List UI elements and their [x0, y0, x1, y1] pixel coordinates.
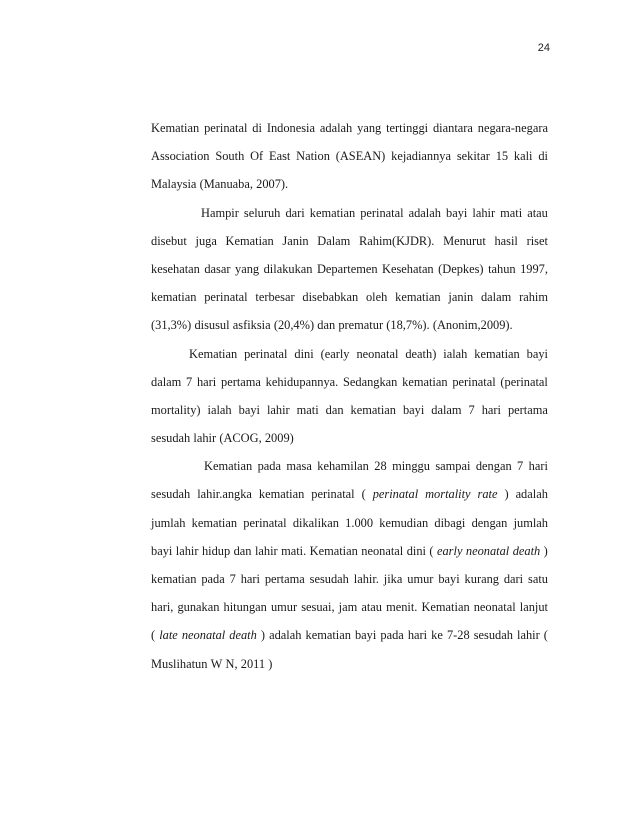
word: rahim: [519, 290, 548, 305]
word: yang: [357, 121, 382, 135]
word: perinatal: [311, 487, 355, 502]
word: East: [269, 149, 291, 164]
word: (: [543, 628, 548, 643]
text-line: [151, 537, 548, 565]
word: Menurut: [443, 233, 486, 248]
word: Kematian: [421, 600, 470, 615]
word: N,: [225, 656, 238, 671]
word: perinatal: [244, 346, 288, 361]
word: Muslihatun: [151, 656, 208, 671]
word: jumlah: [513, 515, 548, 530]
word: sesudah: [151, 431, 191, 446]
word: 7: [186, 374, 193, 389]
word: hitungan: [223, 600, 267, 615]
word: hari: [240, 572, 260, 586]
word: kematian: [151, 572, 197, 586]
word: (: [429, 543, 434, 558]
word: 2007).: [256, 177, 289, 192]
word: mortality: [425, 487, 471, 502]
word: Kematian: [204, 459, 253, 474]
word: jumlah: [151, 515, 186, 530]
word: 1997,: [520, 261, 548, 276]
text-line: [151, 311, 548, 339]
word: disusul: [194, 318, 230, 333]
word: atau: [527, 205, 548, 220]
word: death): [405, 346, 437, 361]
text-line: [151, 650, 548, 678]
word: diantara: [432, 121, 473, 135]
word: kesehatan: [151, 261, 200, 276]
word: prematur: [338, 318, 384, 333]
word: kehidupannya.: [265, 374, 339, 389]
word: 7: [517, 459, 524, 474]
word: (perinatal: [500, 374, 548, 389]
word: disebut: [151, 233, 187, 248]
word: pertama: [264, 572, 305, 586]
word: sekitar: [456, 149, 490, 164]
word: dan: [233, 543, 252, 558]
word: Hampir: [201, 205, 239, 220]
word: kematian: [350, 402, 396, 417]
word: (Anonim,2009).: [432, 318, 513, 333]
word: lahir: [175, 543, 199, 558]
word: masa: [286, 459, 312, 474]
word: (Manuaba,: [199, 177, 253, 192]
word: Kematian: [151, 121, 200, 135]
word: 28: [374, 459, 387, 474]
word: 7-28: [446, 628, 470, 643]
word: minggu: [392, 459, 430, 474]
word: Kematian: [309, 543, 358, 558]
word: mati.: [281, 543, 307, 558]
word: lahir: [472, 205, 496, 220]
word: kematian: [309, 205, 356, 220]
word: di: [538, 149, 548, 164]
word: perinatal: [360, 205, 404, 220]
word: Kematian: [225, 233, 274, 248]
word: pada: [201, 572, 225, 586]
word: dari: [285, 205, 305, 220]
text-line: [151, 368, 548, 396]
word: kematian: [305, 628, 351, 643]
word: lahir: [193, 431, 217, 446]
word: kurang: [464, 572, 499, 586]
word: dan: [317, 318, 336, 333]
word: di: [252, 121, 262, 135]
word: jam: [338, 600, 358, 615]
word: tahun: [488, 261, 516, 276]
word: juga: [195, 233, 217, 248]
word: ialah: [207, 402, 232, 417]
word: Sedangkan: [343, 374, 398, 389]
word: seluruh: [243, 205, 281, 220]
word: lahir.angka: [197, 487, 252, 502]
word: bayi: [438, 572, 460, 586]
word: umur: [270, 600, 298, 615]
word: mati: [500, 205, 523, 220]
word: rate: [477, 487, 498, 502]
word: ): [268, 656, 273, 671]
word: Rahim(KJDR).: [359, 233, 435, 248]
word: 15: [495, 149, 509, 164]
word: hasil: [494, 233, 518, 248]
word: dibagi: [434, 515, 466, 530]
word: kehamilan: [317, 459, 369, 474]
word: dalam: [480, 290, 512, 305]
word: W: [210, 656, 223, 671]
word: kematian: [402, 374, 448, 389]
word: ): [260, 628, 266, 643]
word: dilakukan: [263, 261, 313, 276]
word: adalah: [515, 487, 548, 502]
word: pertama: [507, 402, 548, 417]
word: death: [229, 628, 257, 643]
word: kejadiannya: [391, 149, 451, 164]
word: adalah: [408, 205, 441, 220]
text-line: [151, 142, 548, 170]
word: sesudah: [309, 572, 349, 586]
text-line: [151, 452, 548, 480]
word: Nation: [296, 149, 330, 164]
word: bayi: [354, 628, 377, 643]
word: neonatal: [361, 543, 404, 558]
text-line: [151, 396, 548, 424]
word: dan: [325, 402, 344, 417]
word: kemudian: [379, 515, 429, 530]
word: dalam: [431, 402, 462, 417]
word: Malaysia: [151, 177, 197, 192]
word: perinatal: [204, 290, 248, 305]
word: (20,4%): [273, 318, 315, 333]
word: Janin: [282, 233, 309, 248]
word: adalah: [319, 121, 353, 135]
word: (early: [320, 346, 350, 361]
word: late: [159, 628, 178, 643]
word: atau: [361, 600, 382, 615]
word: satu: [528, 572, 548, 586]
word: adalah: [269, 628, 302, 643]
word: hari: [196, 374, 217, 389]
word: Indonesia: [266, 121, 315, 135]
word: Kematian: [189, 346, 238, 361]
word: kali: [513, 149, 533, 164]
word: lanjut: [519, 600, 548, 615]
word: dasar: [204, 261, 231, 276]
text-line: [151, 255, 548, 283]
word: sesudah: [473, 628, 513, 643]
word: kematian: [151, 290, 197, 305]
word: pada: [257, 459, 281, 474]
word: hari,: [151, 600, 174, 615]
word: lahir: [517, 628, 540, 643]
word: terbesar: [255, 290, 295, 305]
word: (: [151, 628, 156, 643]
word: dini: [406, 543, 426, 558]
text-line: [151, 621, 548, 649]
word: sampai: [435, 459, 471, 474]
text-line: [151, 283, 548, 311]
word: dikalikan: [292, 515, 339, 530]
word: ): [504, 487, 509, 502]
text-line: [151, 114, 548, 142]
word: Departemen: [316, 261, 378, 276]
word: bayi: [238, 402, 260, 417]
text-line: [151, 199, 548, 227]
word: 2011: [240, 656, 266, 671]
word: kematian: [474, 346, 520, 361]
word: perinatal: [243, 515, 287, 530]
word: asfiksia: [232, 318, 271, 333]
word: hari: [528, 459, 548, 474]
word: neonatal: [181, 628, 226, 643]
word: bayi: [402, 402, 425, 417]
word: kematian: [258, 487, 305, 502]
word: 7: [468, 402, 475, 417]
word: hidup: [201, 543, 231, 558]
text-line: [151, 170, 548, 198]
word: umur: [407, 572, 434, 586]
word: dalam: [151, 374, 182, 389]
text-line: [151, 480, 548, 508]
word: neonatal: [465, 543, 510, 558]
word: negara-negara: [477, 121, 548, 135]
word: Association: [151, 149, 210, 164]
word: dengan: [471, 515, 508, 530]
word: janin: [448, 290, 474, 305]
word: gunakan: [177, 600, 220, 615]
word: Dalam: [317, 233, 351, 248]
word: dari: [503, 572, 524, 586]
page-number: 24: [537, 42, 550, 54]
word: 2009): [264, 431, 294, 446]
word: oleh: [365, 290, 388, 305]
word: perinatal: [204, 121, 248, 135]
word: dengan: [475, 459, 512, 474]
word: early: [436, 543, 463, 558]
word: lahir: [254, 543, 278, 558]
word: (ACOG,: [219, 431, 262, 446]
word: 1.000: [345, 515, 374, 530]
word: pertama: [221, 374, 261, 389]
text-line: [151, 593, 548, 621]
word: (18,7%).: [386, 318, 430, 333]
body-text: [151, 114, 548, 678]
word: (31,3%): [151, 318, 192, 333]
word: sesuai,: [301, 600, 335, 615]
word: Kesehatan: [382, 261, 434, 276]
word: death: [512, 543, 541, 558]
word: riset: [526, 233, 548, 248]
word: ialah: [443, 346, 468, 361]
word: jika: [383, 572, 403, 586]
word: ): [543, 543, 548, 558]
word: South: [215, 149, 245, 164]
word: bayi: [446, 205, 468, 220]
word: disebabkan: [302, 290, 359, 305]
word: dini: [294, 346, 314, 361]
word: neonatal: [356, 346, 399, 361]
word: ke: [431, 628, 443, 643]
text-line: [151, 340, 548, 368]
word: mati: [296, 402, 319, 417]
text-line: [151, 565, 548, 593]
word: pada: [380, 628, 404, 643]
word: hari: [407, 628, 428, 643]
word: (Depkes): [438, 261, 484, 276]
word: mortality): [151, 402, 201, 417]
word: menit.: [386, 600, 418, 615]
text-line: [151, 227, 548, 255]
word: kematian: [395, 290, 441, 305]
word: (: [361, 487, 366, 502]
word: yang: [235, 261, 260, 276]
word: perinatal: [452, 374, 496, 389]
text-line: [151, 424, 548, 452]
word: (ASEAN): [335, 149, 386, 164]
word: neonatal: [473, 600, 516, 615]
text-line: [151, 509, 548, 537]
word: 7: [229, 572, 236, 586]
word: kematian: [191, 515, 238, 530]
word: bayi: [151, 543, 173, 558]
word: sesudah: [151, 487, 191, 502]
word: bayi: [526, 346, 548, 361]
word: lahir.: [353, 572, 379, 586]
word: tertinggi: [386, 121, 429, 135]
word: lahir: [266, 402, 290, 417]
word: Of: [250, 149, 264, 164]
word: perinatal: [372, 487, 419, 502]
word: hari: [481, 402, 501, 417]
